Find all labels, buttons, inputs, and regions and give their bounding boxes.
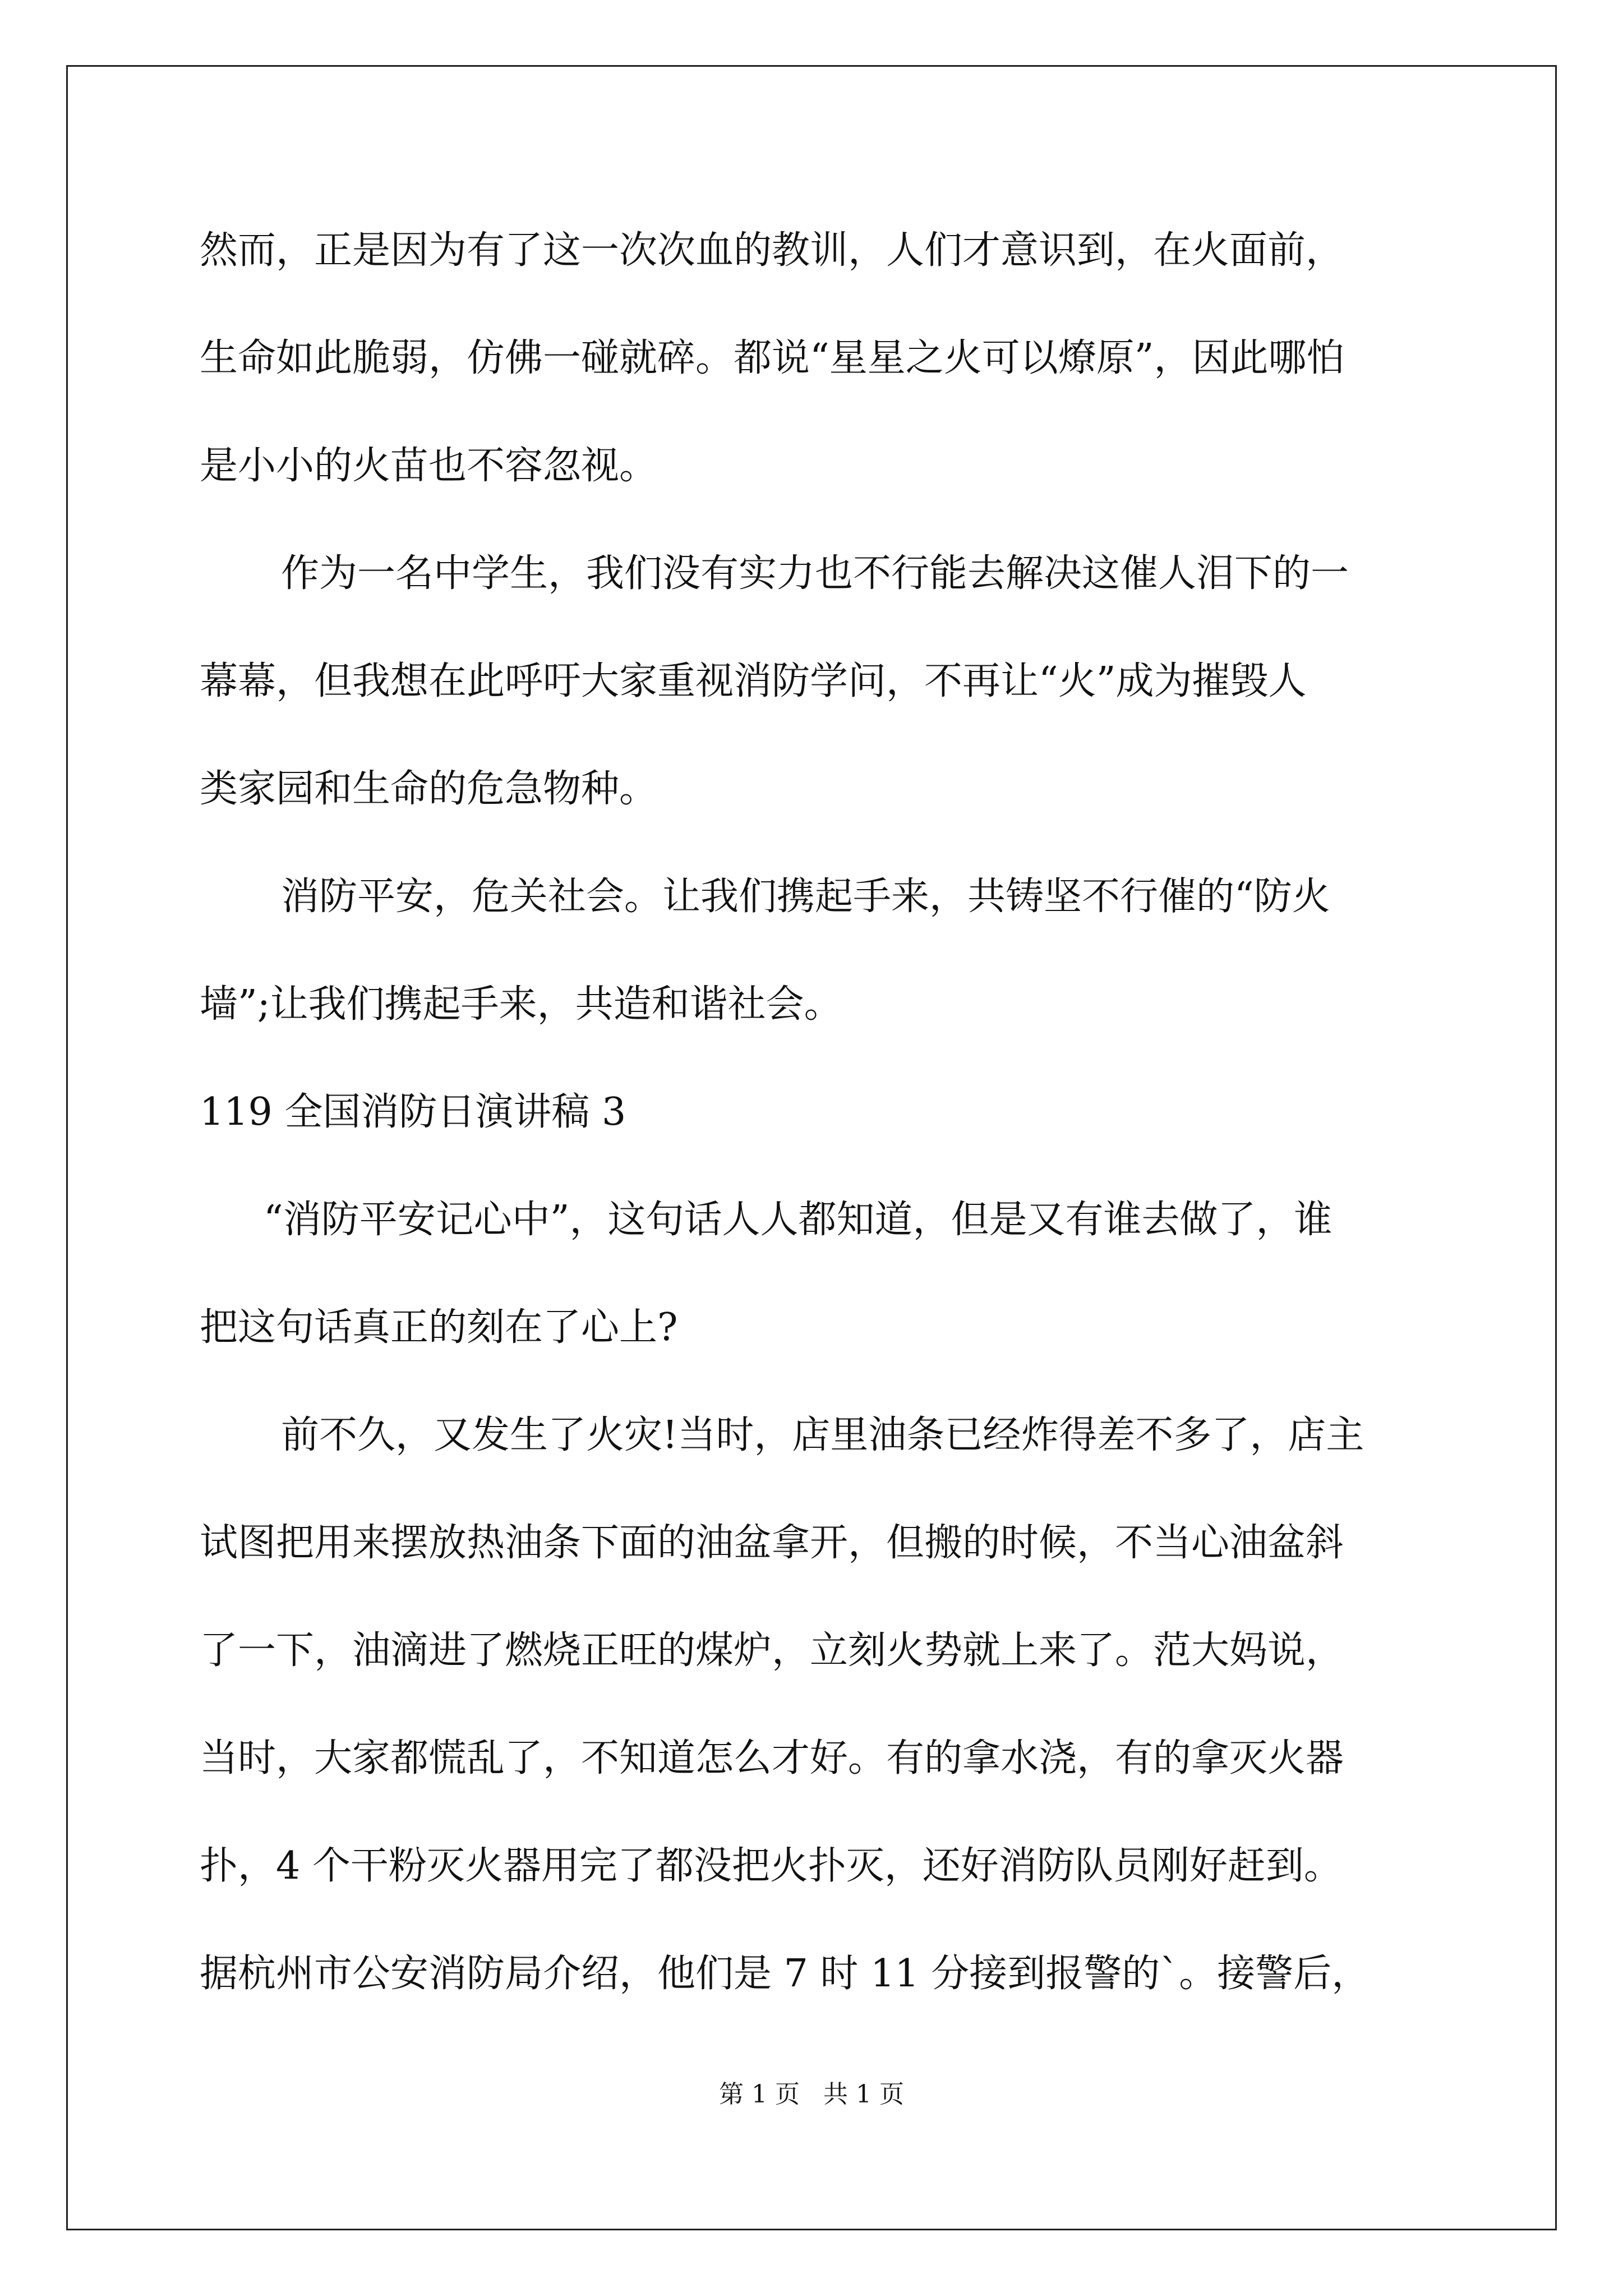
text-line: 是小小的火苗也不容忽视。 [200, 444, 658, 488]
text-line: 据杭州市公安消防局介绍，他们是 7 时 11 分接到报警的`。接警后， [200, 1952, 1370, 1996]
section-heading: 119 全国消防日演讲稿 3 [200, 1090, 626, 1134]
text-line: 幕幕，但我想在此呼吁大家重视消防学问，不再让“火”成为摧毁人 [200, 659, 1307, 703]
paragraph-first-line: “消防平安记心中”，这句话人人都知道，但是又有谁去做了，谁 [264, 1198, 1332, 1242]
text-line: 了一下，油滴进了燃烧正旺的煤炉，立刻火势就上来了。范大妈说， [200, 1628, 1344, 1673]
text-line: 墙”;让我们携起手来，共造和谐社会。 [200, 982, 842, 1027]
text-line: 把这句话真正的刻在了心上? [200, 1305, 678, 1350]
paragraph-first-line: 作为一名中学生，我们没有实力也不行能去解决这催人泪下的一 [281, 551, 1349, 596]
text-line: 然而，正是因为有了这一次次血的教训，人们才意识到，在火面前， [200, 228, 1344, 273]
text-line: 类家园和生命的危急物种。 [200, 767, 658, 811]
text-line: 扑，4 个干粉灭火器用完了都没把火扑灭，还好消防队员刚好赶到。 [200, 1844, 1342, 1888]
page-border [66, 65, 1557, 2230]
text-line: 试图把用来摆放热油条下面的油盆拿开，但搬的时候，不当心油盆斜 [200, 1521, 1344, 1565]
paragraph-first-line: 消防平安，危关社会。让我们携起手来，共铸坚不行催的“防火 [281, 875, 1330, 919]
text-line: 当时，大家都慌乱了，不知道怎么才好。有的拿水浇，有的拿灭火器 [200, 1736, 1344, 1780]
paragraph-first-line: 前不久，又发生了火灾!当时，店里油条已经炸得差不多了，店主 [281, 1413, 1364, 1457]
page-footer: 第 1 页 共 1 页 [719, 2080, 904, 2109]
text-line: 生命如此脆弱，仿佛一碰就碎。都说“星星之火可以燎原”，因此哪怕 [200, 336, 1345, 380]
